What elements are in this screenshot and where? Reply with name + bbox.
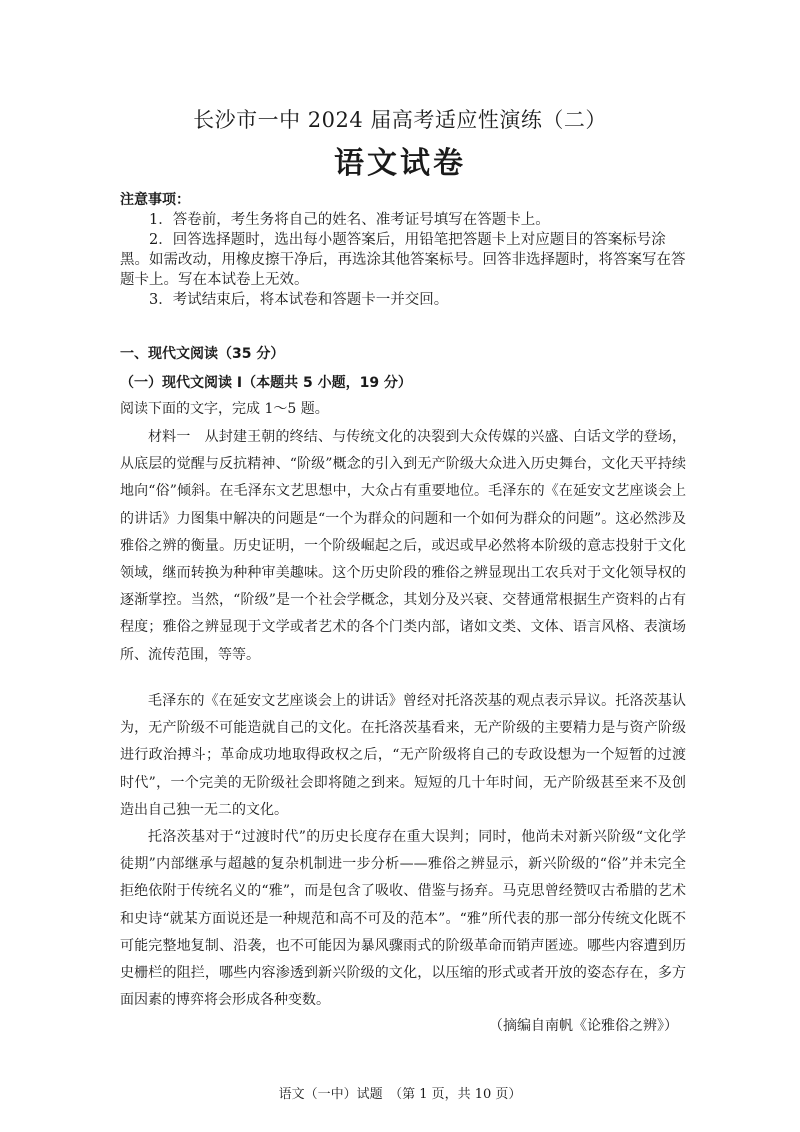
material-one-paragraph-2 bbox=[120, 688, 686, 824]
material-one-paragraph-3 bbox=[120, 824, 686, 1014]
notice-item-3: 3．考试结束后，将本试卷和答题卡一并交回。 bbox=[149, 292, 449, 308]
reading-instruction: 阅读下面的文字，完成 1～5 题。 bbox=[120, 401, 329, 417]
notice-heading: 注意事项： bbox=[120, 192, 190, 208]
notice-item-2: 2．回答选择题时，选出每小题答案后，用铅笔把答题卡上对应题目的答案标号涂黑。如需改动，用橡皮擦干净后，再选涂其他答案标号。回答非选择题时，将答案写在答题卡上。写在本试卷上无效。 bbox=[120, 232, 686, 288]
paragraph: 托洛茨基对于“过渡时代”的历史长度存在重大误判；同时，他尚未对新兴阶级“文化学徒期”内部继承与超越的复杂机制进一步分析——雅俗之辨显示，新兴阶级的“俗”并未完全拒绝依附于传统名义的“雅”，而是包含了吸收、借鉴与扬弃。马克思曾经赞叹古希腊的艺术和史诗“就某方面说还是一种规范和高不可及的范本”。“雅”所代表的那一部分传统文化既不可能完整地复制、沿袭，也不可能因为暴风骤雨式的阶级革命而销声匿迹。哪些内容遭到历史栅栏的阻拦，哪些内容渗透到新兴阶级的文化，以压缩的形式或者开放的姿态存在，多方面因素的博弈将会形成各种变数。 bbox=[120, 829, 686, 1009]
source-citation: （摘编自南帆《论雅俗之辨》） bbox=[489, 1018, 678, 1034]
exam-title: 长沙市一中 2024 届高考适应性演练（二） bbox=[193, 108, 607, 132]
subsection-heading: （一）现代文阅读 I（本题共 5 小题，19 分） bbox=[120, 375, 412, 391]
exam-subject-title: 语文试卷 bbox=[334, 146, 466, 181]
notice-item-1: 1．答卷前，考生务将自己的姓名、准考证号填写在答题卡上。 bbox=[149, 212, 550, 228]
page-footer: 语文（一中）试题 （第 1 页，共 10 页） bbox=[278, 1087, 522, 1102]
paragraph: 毛泽东的《在延安文艺座谈会上的讲话》曾经对托洛茨基的观点表示异议。托洛茨基认为，无产阶级不可能造就自己的文化。在托洛茨基看来，无产阶级的主要精力是与资产阶级进行政治搏斗；革命成功地取得政权之后，“无产阶级将自己的专政设想为一个短暂的过渡时代”，一个完美的无阶级社会即将随之到来。短短的几十年时间，无产阶级甚至来不及创造出自己独一无二的文化。 bbox=[120, 693, 686, 818]
section-heading: 一、现代文阅读（35 分） bbox=[120, 346, 285, 362]
notice-block bbox=[120, 190, 690, 310]
paragraph: 材料一 从封建王朝的终结、与传统文化的决裂到大众传媒的兴盛、白话文学的登场，从底层的觉醒与反抗精神、“阶级”概念的引入到无产阶级大众进入历史舞台，文化天平持续地向“俗”倾斜。在毛泽东文艺思想中，大众占有重要地位。毛泽东的《在延安文艺座谈会上的讲话》力图集中解决的问题是“一个为群众的问题和一个如何为群众的问题”。这必然涉及雅俗之辨的衡量。历史证明，一个阶级崛起之后，或迟或早必然将本阶级的意志投射于文化领域，继而转换为种种审美趣味。这个历史阶段的雅俗之辨显现出工农兵对于文化领导权的逐渐掌控。当然，“阶级”是一个社会学概念，其划分及兴衰、交替通常根据生产资料的占有程度；雅俗之辨显现于文学或者艺术的各个门类内部，诸如文类、文体、语言风格、表演场所、流传范围，等等。 bbox=[120, 429, 686, 663]
material-one-paragraph-1 bbox=[120, 424, 686, 669]
